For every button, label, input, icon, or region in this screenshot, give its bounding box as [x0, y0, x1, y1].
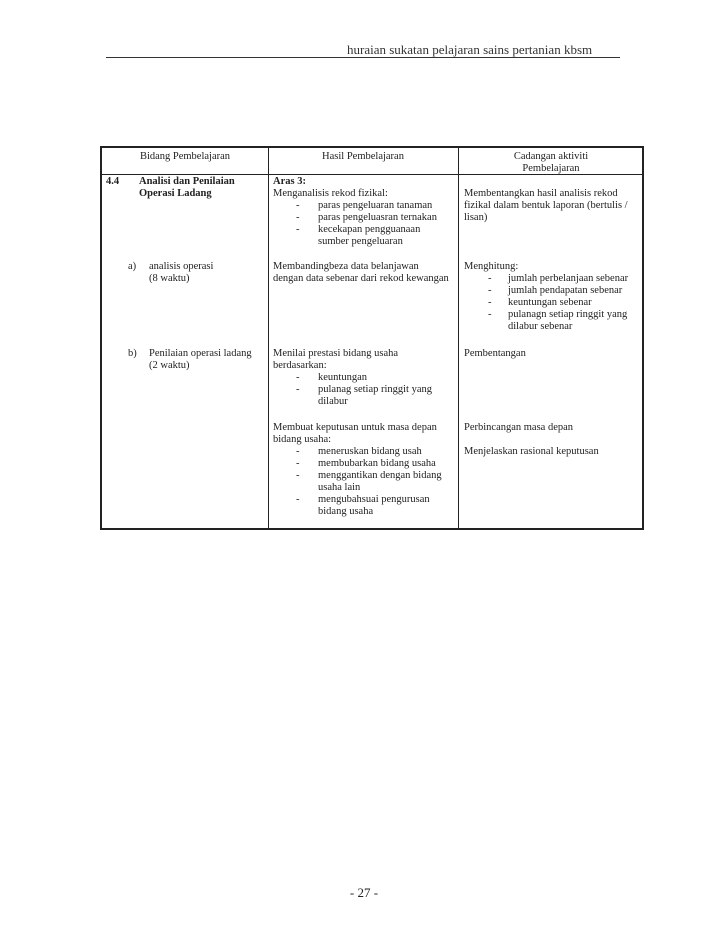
- activity-text: Menjelaskan rasional keputusan: [464, 446, 599, 457]
- bullet-dash: -: [488, 297, 492, 308]
- level-label: Aras 3:: [273, 176, 306, 187]
- section-title-line1: Analisi dan Penilaian: [139, 176, 235, 187]
- column-header-cadangan-line1: Cadangan aktiviti: [513, 151, 589, 162]
- header-rule: [106, 57, 620, 58]
- outcome-item-cont: usaha lain: [318, 482, 361, 493]
- activity-item: jumlah pendapatan sebenar: [508, 285, 623, 296]
- activity-text: Pembentangan: [464, 348, 526, 359]
- activity-item: keuntungan sebenar: [508, 297, 592, 308]
- page-number: - 27 -: [349, 885, 379, 900]
- bullet-dash: -: [296, 212, 300, 223]
- outcome-text: bidang usaha:: [273, 434, 332, 445]
- outcome-text: dengan data sebenar dari rekod kewangan: [273, 273, 449, 284]
- activity-text: Membentangkan hasil analisis rekod: [464, 188, 618, 199]
- subtopic-label: b): [128, 348, 137, 359]
- bullet-dash: -: [296, 446, 300, 457]
- outcome-item: membubarkan bidang usaha: [318, 458, 436, 469]
- subtopic-name: Penilaian operasi ladang: [149, 348, 252, 359]
- bullet-dash: -: [296, 470, 300, 481]
- outcome-text: Membandingbeza data belanjawan: [273, 261, 419, 272]
- column-divider-1: [268, 148, 269, 528]
- syllabus-table: [100, 146, 644, 530]
- activity-intro: Menghitung:: [464, 261, 519, 272]
- activity-item-cont: dilabur sebenar: [508, 321, 573, 332]
- subtopic-label: a): [128, 261, 137, 272]
- column-header-hasil: Hasil Pembelajaran: [322, 151, 404, 162]
- bullet-dash: -: [296, 494, 300, 505]
- bullet-dash: -: [296, 384, 300, 395]
- outcome-item-cont: sumber pengeluaran: [318, 236, 403, 247]
- outcome-item: paras pengeluasran ternakan: [318, 212, 437, 223]
- section-number: 4.4: [106, 176, 120, 187]
- column-divider-2: [458, 148, 459, 528]
- bullet-dash: -: [488, 273, 492, 284]
- outcome-item: menggantikan dengan bidang: [318, 470, 442, 481]
- running-header: huraian sukatan pelajaran sains pertanian kbsm: [347, 42, 593, 57]
- activity-text: fizikal dalam bentuk laporan (bertulis /: [464, 200, 628, 211]
- bullet-dash: -: [296, 200, 300, 211]
- outcome-item: kecekapan pengguanaan: [318, 224, 421, 235]
- activity-item: jumlah perbelanjaan sebenar: [508, 273, 629, 284]
- activity-text: lisan): [464, 212, 488, 223]
- bullet-dash: -: [488, 285, 492, 296]
- outcome-item-cont: dilabur: [318, 396, 348, 407]
- outcome-text: Membuat keputusan untuk masa depan: [273, 422, 437, 433]
- outcome-item-cont: bidang usaha: [318, 506, 374, 517]
- outcome-text: berdasarkan:: [273, 360, 327, 371]
- column-header-bidang: Bidang Pembelajaran: [139, 151, 231, 162]
- outcome-item: meneruskan bidang usah: [318, 446, 422, 457]
- activity-item: pulanagn setiap ringgit yang: [508, 309, 628, 320]
- subtopic-name: analisis operasi: [149, 261, 214, 272]
- outcome-item: keuntungan: [318, 372, 367, 383]
- outcome-item: mengubahsuai pengurusan: [318, 494, 430, 505]
- outcome-text: Menilai prestasi bidang usaha: [273, 348, 399, 359]
- activity-text: Perbincangan masa depan: [464, 422, 574, 433]
- section-title-line2: Operasi Ladang: [139, 188, 212, 199]
- bullet-dash: -: [296, 458, 300, 469]
- outcome-intro: Menganalisis rekod fizikal:: [273, 188, 388, 199]
- bullet-dash: -: [296, 224, 300, 235]
- bullet-dash: -: [296, 372, 300, 383]
- subtopic-time: (8 waktu): [149, 273, 190, 284]
- subtopic-time: (2 waktu): [149, 360, 190, 371]
- outcome-item: pulanag setiap ringgit yang: [318, 384, 433, 395]
- column-header-cadangan-line2: Pembelajaran: [522, 163, 580, 174]
- outcome-item: paras pengeluaran tanaman: [318, 200, 433, 211]
- bullet-dash: -: [488, 309, 492, 320]
